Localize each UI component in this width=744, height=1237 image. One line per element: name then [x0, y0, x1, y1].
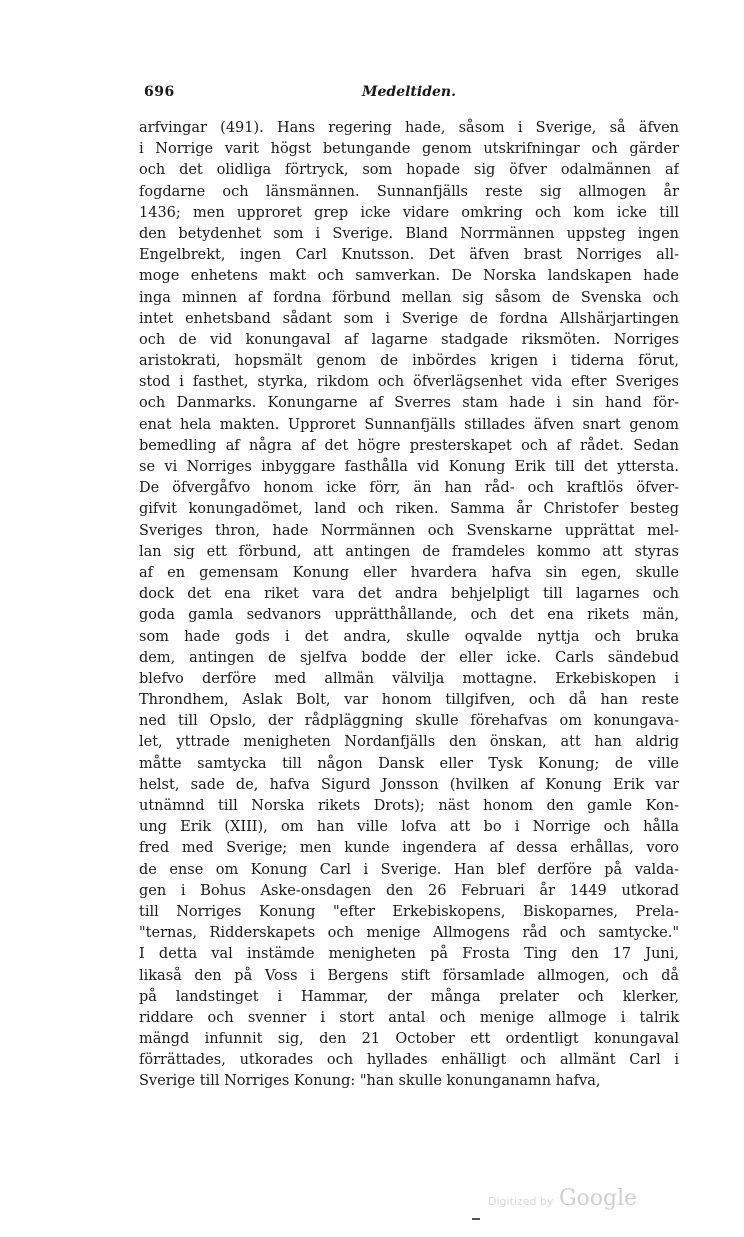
digitization-watermark: [488, 1186, 637, 1211]
text-line: De öfvergåfvo honom icke förr, än han råd- och kraftlös öfver-: [139, 480, 679, 497]
text-line: Sveriges thron, hade Norrmännen och Svenskarne upprättat mel-: [139, 522, 679, 539]
text-line: stod i fasthet, styrka, rikdom och öfverlägsenhet vida efter Sveriges: [139, 374, 679, 391]
text-line: goda gamla sedvanors upprätthållande, och det ena rikets män,: [139, 607, 679, 624]
text-line: i Norrige varit högst betungande genom utskrifningar och gärder: [139, 141, 679, 158]
watermark-brand: Google: [558, 1186, 638, 1211]
text-line: och det olidliga förtryck, som hopade sig öfver odalmännen af: [139, 162, 679, 179]
text-line: helst, sade de, hafva Sigurd Jonsson (hvilken af Konung Erik var: [139, 776, 679, 793]
text-line: mängd infunnit sig, den 21 October ett ordentligt konungaval: [139, 1031, 679, 1048]
text-line: arfvingar (491). Hans regering hade, såsom i Sverige, så äfven: [139, 120, 679, 136]
text-line: Throndhem, Aslak Bolt, var honom tillgifven, och då han reste: [139, 692, 679, 709]
text-line: bemedling af några af det högre presterskapet och af rådet. Sedan: [139, 437, 679, 454]
text-line: till Norriges Konung "efter Erkebiskopens, Biskoparnes, Prela-: [139, 903, 679, 920]
text-line: af en gemensam Konung eller hvardera hafva sin egen, skulle: [139, 564, 679, 581]
text-line: lan sig ett förbund, att antingen de framdeles kommo att styras: [139, 543, 679, 560]
text-line: på landstinget i Hammar, der många prelater och klerker,: [139, 988, 679, 1005]
text-line: som hade gods i det andra, skulle oqvalde nyttja och bruka: [139, 628, 679, 645]
text-line: blefvo derföre med allmän välvilja mottagne. Erkebiskopen i: [139, 670, 679, 687]
text-line: ung Erik (XIII), om han ville lofva att bo i Norrige och hålla: [139, 819, 679, 836]
text-line: aristokrati, hopsmält genom de inbördes krigen i tiderna förut,: [139, 353, 679, 370]
text-line: Sverige till Norriges Konung: "han skulle konunganamn hafva,: [139, 1073, 601, 1090]
watermark-prefix: Digitized by: [488, 1195, 554, 1208]
running-head: Medeltiden.: [362, 84, 456, 100]
text-line: gen i Bohus Aske-onsdagen den 26 Februari år 1449 utkorad: [139, 882, 679, 899]
text-line: fogdarne och länsmännen. Sunnanfjälls reste sig allmogen år: [139, 183, 679, 200]
text-line: let, yttrade menigheten Nordanfjälls den önskan, att han aldrig: [139, 734, 679, 751]
text-line: och Danmarks. Konungarne af Sverres stam hade i sin hand för-: [139, 395, 679, 412]
text-line: Engelbrekt, ingen Carl Knutsson. Det äfven brast Norriges all-: [139, 247, 679, 264]
text-line: enat hela makten. Upproret Sunnanfjälls stillades äfven snart genom: [139, 416, 679, 433]
text-line: dock det ena riket vara det andra behjelpligt till lagarnes och: [139, 586, 679, 603]
text-line: utnämnd till Norska rikets Drots); näst honom den gamle Kon-: [139, 798, 679, 814]
text-line: måtte samtycka till någon Dansk eller Tysk Konung; de ville: [139, 755, 679, 772]
text-line: den betydenhet som i Sverige. Bland Norrmännen uppsteg ingen: [139, 225, 679, 242]
text-line: de ense om Konung Carl i Sverige. Han blef derföre på valda-: [139, 861, 679, 878]
text-line: riddare och svenner i stort antal och menige allmoge i talrik: [139, 1009, 679, 1026]
text-line: intet enhetsband sådant som i Sverige de fordna Allshärjartingen: [139, 310, 679, 327]
text-line: ned till Opslo, der rådpläggning skulle förehafvas om konungava-: [139, 713, 679, 730]
page-number: 696: [144, 84, 175, 100]
page-header: [144, 84, 600, 104]
text-line: moge enhetens makt och samverkan. De Norska landskapen hade: [139, 268, 679, 285]
text-line: dem, antingen de sjelfva bodde der eller icke. Carls sändebud: [139, 649, 679, 666]
text-line: I detta val instämde menigheten på Frosta Ting den 17 Juni,: [139, 946, 679, 963]
text-line: likaså den på Voss i Bergens stift församlade allmogen, och då: [139, 967, 679, 984]
text-line: inga minnen af fordna förbund mellan sig såsom de Svenska och: [139, 289, 679, 306]
text-line: "ternas, Ridderskapets och menige Allmogens råd och samtycke.": [139, 925, 679, 942]
text-line: se vi Norriges inbyggare fasthålla vid Konung Erik till det yttersta.: [139, 459, 679, 475]
body-text: [139, 118, 679, 1093]
footer-mark: [472, 1218, 480, 1220]
text-line: fred med Sverige; men kunde ingendera af dessa erhållas, voro: [139, 840, 679, 857]
text-line: gifvit konungadömet, land och riken. Samma år Christofer besteg: [139, 501, 679, 518]
text-line: och de vid konungaval af lagarne stadgade riksmöten. Norriges: [139, 331, 679, 348]
text-line: förrättades, utkorades och hyllades enhälligt och allmänt Carl i: [139, 1052, 679, 1069]
text-line: 1436; men upproret grep icke vidare omkring och kom icke till: [139, 204, 679, 221]
